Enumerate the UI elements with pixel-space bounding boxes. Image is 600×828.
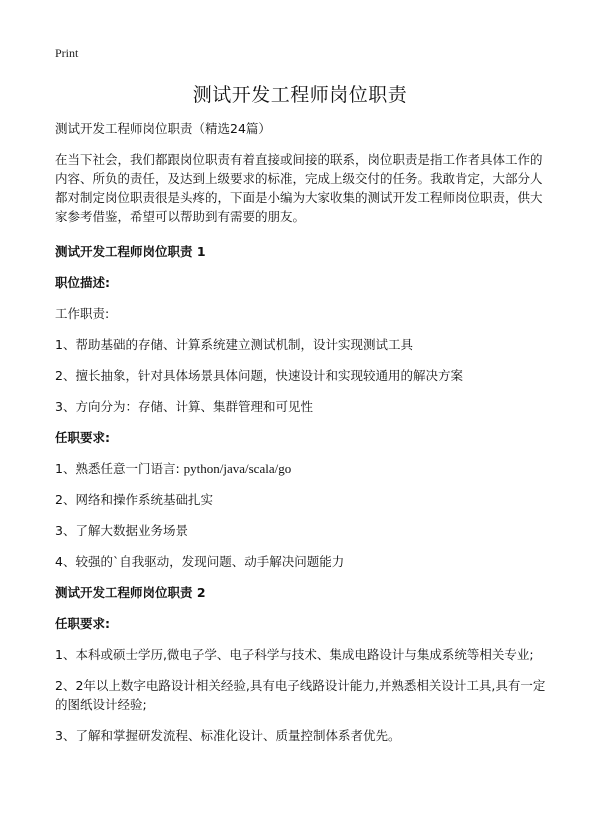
page-title: 测试开发工程师岗位职责	[192, 84, 408, 106]
list-item: 2、擅长抽象，针对具体场景具体问题，快速设计和实现较通用的解决方案	[55, 368, 463, 383]
requirements-label: 任职要求:	[55, 430, 110, 445]
list-item: 3、方向分为：存储、计算、集群管理和可见性	[55, 399, 313, 414]
list-item: 3、了解和掌握研发流程、标准化设计、质量控制体系者优先。	[55, 728, 401, 743]
intro-paragraph: 在当下社会，我们都跟岗位职责有着直接或间接的联系，岗位职责是指工作者具体工作的内容、所负的责任，及达到上级要求的标准，完成上级交付的任务。我敢肯定，大部分人都对制定岗位职责很是头疼的，下面是小编为大家收集的测试开发工程师岗位职责，供大家参考借鉴，希望可以帮助到有需要的朋友。	[55, 152, 543, 224]
duties-label: 工作职责:	[55, 306, 110, 321]
list-item: 1、帮助基础的存储、计算系统建立测试机制，设计实现测试工具	[55, 337, 413, 352]
list-item	[55, 459, 550, 478]
job-description-label: 职位描述:	[55, 275, 110, 290]
language-list: python/java/scala/go	[183, 461, 292, 476]
document-subtitle: 测试开发工程师岗位职责（精选24篇）	[55, 121, 271, 136]
print-link[interactable]: Print	[55, 46, 79, 60]
list-item: 3、了解大数据业务场景	[55, 523, 188, 538]
document-body	[55, 119, 550, 757]
section-heading: 测试开发工程师岗位职责 2	[55, 585, 206, 600]
list-item: 2、2年以上数字电路设计相关经验,具有电子线路设计能力,并熟悉相关设计工具,具有一定的图纸设计经验;	[55, 678, 546, 712]
list-item: 4、较强的`自我驱动，发现问题、动手解决问题能力	[55, 554, 345, 569]
list-item: 1、本科或硕士学历,微电子学、电子科学与技术、集成电路设计与集成系统等相关专业;	[55, 647, 534, 662]
requirements-label: 任职要求:	[55, 616, 110, 631]
list-item: 2、网络和操作系统基础扎实	[55, 492, 213, 507]
list-item-text: 1、熟悉任意一门语言:	[55, 461, 184, 476]
section-heading: 测试开发工程师岗位职责 1	[55, 244, 206, 259]
